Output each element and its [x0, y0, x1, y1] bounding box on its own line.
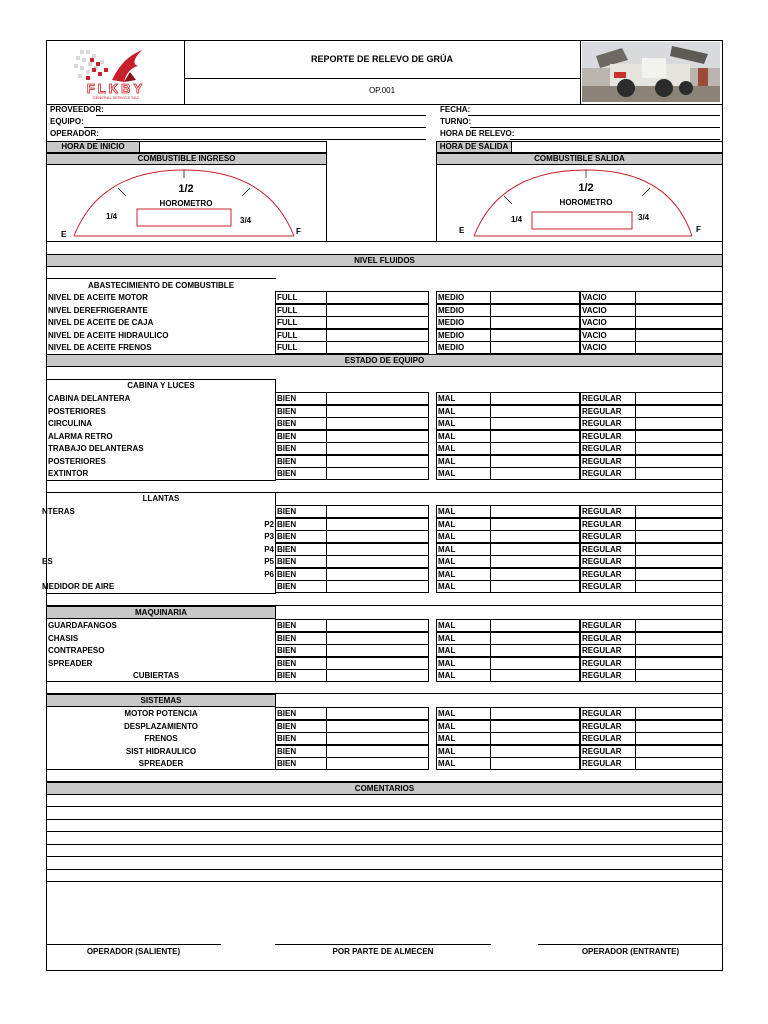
option-text: BIEN: [277, 456, 297, 466]
check-cell[interactable]: [635, 644, 723, 657]
check-cell[interactable]: [635, 505, 723, 518]
gauge-half-ingreso: 1/2: [178, 183, 194, 195]
option-text: REGULAR: [582, 444, 622, 453]
check-cell[interactable]: [635, 757, 723, 770]
option-text: MAL: [438, 646, 456, 655]
abastecimiento-title: ABASTECIMIENTO DE COMBUSTIBLE: [87, 281, 235, 290]
option-text: REGULAR: [582, 394, 622, 403]
option-text: BIEN: [277, 746, 297, 756]
option-text: MAL: [438, 746, 456, 756]
option-text: BIEN: [277, 532, 297, 541]
option-text: MEDIO: [438, 330, 465, 340]
check-cell[interactable]: [490, 669, 580, 682]
maquinaria-title: MAQUINARIA: [135, 608, 187, 617]
gauge-f-salida: F: [696, 225, 701, 234]
check-cell[interactable]: [635, 555, 723, 568]
check-cell[interactable]: [326, 745, 429, 758]
check-cell[interactable]: [326, 580, 429, 593]
option-text: BIEN: [277, 419, 297, 428]
llantas-title: LLANTAS: [142, 494, 180, 503]
option-text: MAL: [438, 544, 456, 554]
check-cell[interactable]: [635, 518, 723, 531]
option-text: BIEN: [277, 469, 297, 478]
check-cell[interactable]: [326, 316, 429, 329]
option-text: MAL: [438, 394, 456, 403]
option-text: BIEN: [277, 709, 297, 718]
check-cell[interactable]: [326, 644, 429, 657]
gauge-f-ingreso: F: [296, 227, 301, 236]
check-cell[interactable]: [635, 304, 723, 317]
check-cell[interactable]: [635, 291, 723, 304]
row-label: NIVEL DE ACEITE FRENOS: [48, 343, 152, 352]
option-text: MAL: [438, 557, 456, 566]
option-text: BIEN: [277, 444, 297, 453]
check-cell[interactable]: [490, 530, 580, 543]
option-text: BIEN: [277, 646, 297, 655]
check-cell[interactable]: [635, 745, 723, 758]
check-cell[interactable]: [490, 555, 580, 568]
option-text: BIEN: [277, 582, 297, 591]
option-text: BIEN: [277, 633, 297, 643]
check-cell[interactable]: [490, 329, 580, 342]
fecha-label: FECHA:: [440, 105, 471, 114]
proveedor-label: PROVEEDOR:: [50, 105, 104, 114]
row-label: NTERAS: [42, 507, 75, 516]
hora-relevo-label: HORA DE RELEVO:: [440, 129, 515, 138]
option-text: REGULAR: [582, 646, 622, 655]
check-cell[interactable]: [490, 757, 580, 770]
check-cell[interactable]: [635, 720, 723, 733]
option-text: VACIO: [582, 293, 607, 302]
option-text: FULL: [277, 343, 298, 352]
hora-salida-field[interactable]: [511, 141, 723, 153]
option-text: BIEN: [277, 569, 297, 579]
row-label: ES: [42, 557, 53, 566]
option-text: BIEN: [277, 621, 297, 630]
row-label: CUBIERTAS: [132, 671, 180, 680]
sistemas-title: SISTEMAS: [140, 696, 182, 705]
option-text: MAL: [438, 532, 456, 541]
check-cell[interactable]: [326, 341, 429, 354]
row-label: SPREADER: [138, 759, 184, 768]
check-cell[interactable]: [635, 669, 723, 682]
hora-inicio-field[interactable]: [139, 141, 327, 153]
cabina-title: CABINA Y LUCES: [127, 381, 195, 390]
firma-almacen: POR PARTE DE ALMECEN: [332, 947, 434, 956]
check-cell[interactable]: [490, 304, 580, 317]
gauge-half-salida: 1/2: [578, 182, 594, 194]
hora-salida-label: HORA DE SALIDA: [439, 142, 509, 151]
option-text: VACIO: [582, 318, 607, 327]
check-cell[interactable]: [326, 442, 429, 455]
option-text: REGULAR: [582, 406, 622, 416]
row-label: POSTERIORES: [48, 456, 106, 466]
check-cell[interactable]: [326, 669, 429, 682]
gauge-e-salida: E: [459, 226, 465, 235]
check-cell[interactable]: [635, 329, 723, 342]
comentarios-title: COMENTARIOS: [354, 784, 415, 793]
option-text: REGULAR: [582, 456, 622, 466]
check-cell[interactable]: [490, 543, 580, 556]
option-text: MAL: [438, 721, 456, 731]
row-label: NIVEL DE ACEITE MOTOR: [48, 293, 148, 302]
check-cell[interactable]: [326, 530, 429, 543]
check-cell[interactable]: [326, 467, 429, 480]
option-text: REGULAR: [582, 671, 622, 680]
row-label: NIVEL DE ACEITE HIDRAULICO: [48, 330, 169, 340]
option-text: FULL: [277, 305, 298, 315]
firma-operador-saliente: OPERADOR (SALIENTE): [86, 947, 181, 956]
option-text: MAL: [438, 658, 456, 668]
check-cell[interactable]: [490, 442, 580, 455]
check-cell[interactable]: [490, 291, 580, 304]
row-label: ALARMA RETRO: [48, 431, 113, 441]
check-cell[interactable]: [635, 467, 723, 480]
option-text: REGULAR: [582, 658, 622, 668]
check-cell[interactable]: [635, 632, 723, 645]
option-text: MAL: [438, 759, 456, 768]
row-label: NIVEL DEREFRIGERANTE: [48, 305, 148, 315]
check-cell[interactable]: [490, 417, 580, 430]
check-cell[interactable]: [635, 657, 723, 670]
option-text: MAL: [438, 444, 456, 453]
check-cell[interactable]: [490, 745, 580, 758]
row-label: CABINA DELANTERA: [48, 394, 131, 403]
option-text: BIEN: [277, 544, 297, 554]
gauge-quarter-salida: 1/4: [511, 215, 523, 224]
option-text: BIEN: [277, 658, 297, 668]
check-cell[interactable]: [635, 316, 723, 329]
check-cell[interactable]: [490, 341, 580, 354]
row-label: TRABAJO DELANTERAS: [48, 444, 144, 453]
tire-position: P3: [264, 532, 274, 541]
check-cell[interactable]: [326, 304, 429, 317]
option-text: REGULAR: [582, 633, 622, 643]
check-cell[interactable]: [326, 505, 429, 518]
option-text: MAL: [438, 431, 456, 441]
option-text: REGULAR: [582, 721, 622, 731]
row-label: CONTRAPESO: [48, 646, 105, 655]
comment-line[interactable]: [46, 869, 723, 870]
option-text: MEDIO: [438, 343, 465, 352]
row-label: MEDIDOR DE AIRE: [42, 582, 115, 591]
tire-position: P2: [264, 519, 274, 529]
report-code: OP.001: [368, 86, 396, 95]
row-label: DESPLAZAMIENTO: [123, 721, 199, 731]
check-cell[interactable]: [635, 732, 723, 745]
check-cell[interactable]: [490, 405, 580, 418]
check-cell[interactable]: [635, 530, 723, 543]
option-text: REGULAR: [582, 431, 622, 441]
option-text: MAL: [438, 519, 456, 529]
option-text: VACIO: [582, 305, 607, 315]
row-label: SIST HIDRAULICO: [125, 746, 197, 756]
option-text: REGULAR: [582, 759, 622, 768]
estado-equipo-title: ESTADO DE EQUIPO: [344, 356, 425, 365]
option-text: MAL: [438, 633, 456, 643]
gauge-e-ingreso: E: [61, 230, 67, 239]
check-cell[interactable]: [326, 430, 429, 443]
option-text: REGULAR: [582, 469, 622, 478]
check-cell[interactable]: [326, 720, 429, 733]
comment-line[interactable]: [46, 819, 723, 820]
check-cell[interactable]: [635, 430, 723, 443]
company-logo: [50, 44, 182, 100]
option-text: REGULAR: [582, 734, 622, 743]
check-cell[interactable]: [635, 619, 723, 632]
check-cell[interactable]: [635, 580, 723, 593]
option-text: BIEN: [277, 721, 297, 731]
check-cell[interactable]: [635, 341, 723, 354]
option-text: BIEN: [277, 519, 297, 529]
check-cell[interactable]: [490, 644, 580, 657]
check-cell[interactable]: [635, 543, 723, 556]
hora-inicio-label: HORA DE INICIO: [61, 142, 125, 151]
check-cell[interactable]: [635, 707, 723, 720]
check-cell[interactable]: [326, 732, 429, 745]
check-cell[interactable]: [490, 467, 580, 480]
check-cell[interactable]: [490, 632, 580, 645]
row-label: FRENOS: [144, 734, 178, 743]
check-cell[interactable]: [326, 291, 429, 304]
check-cell[interactable]: [635, 442, 723, 455]
option-text: BIEN: [277, 759, 297, 768]
option-text: REGULAR: [582, 507, 622, 516]
comment-line[interactable]: [46, 844, 723, 845]
check-cell[interactable]: [490, 518, 580, 531]
check-cell[interactable]: [635, 455, 723, 468]
option-text: REGULAR: [582, 519, 622, 529]
option-text: REGULAR: [582, 569, 622, 579]
option-text: BIEN: [277, 557, 297, 566]
row-label: CIRCULINA: [48, 419, 92, 428]
gauge-quarter-ingreso: 1/4: [106, 212, 118, 221]
option-text: MEDIO: [438, 305, 465, 315]
option-text: BIEN: [277, 734, 297, 743]
check-cell[interactable]: [326, 568, 429, 581]
check-cell[interactable]: [326, 392, 429, 405]
option-text: MAL: [438, 671, 456, 680]
check-cell[interactable]: [490, 720, 580, 733]
option-text: MAL: [438, 582, 456, 591]
turno-label: TURNO:: [440, 117, 472, 126]
option-text: MAL: [438, 734, 456, 743]
option-text: REGULAR: [582, 532, 622, 541]
check-cell[interactable]: [326, 329, 429, 342]
crane-photo: [582, 42, 720, 102]
check-cell[interactable]: [326, 657, 429, 670]
check-cell[interactable]: [490, 568, 580, 581]
option-text: FULL: [277, 318, 298, 327]
comment-line[interactable]: [46, 856, 723, 857]
check-cell[interactable]: [490, 430, 580, 443]
option-text: FULL: [277, 330, 298, 340]
tire-position: P6: [264, 569, 274, 579]
row-label: MOTOR POTENCIA: [124, 709, 198, 718]
option-text: BIEN: [277, 431, 297, 441]
operador-label: OPERADOR:: [50, 129, 99, 138]
option-text: MAL: [438, 569, 456, 579]
check-cell[interactable]: [326, 707, 429, 720]
option-text: FULL: [277, 293, 298, 302]
gauge-horometro-ingreso: HOROMETRO: [159, 199, 213, 208]
row-label: POSTERIORES: [48, 406, 106, 416]
comment-line[interactable]: [46, 831, 723, 832]
svg-text:GENERAL SERVICE SAC: GENERAL SERVICE SAC: [92, 95, 140, 100]
comb-salida-label: COMBUSTIBLE SALIDA: [534, 154, 625, 163]
comb-ingreso-label: COMBUSTIBLE INGRESO: [137, 154, 236, 163]
check-cell[interactable]: [490, 316, 580, 329]
row-label: EXTINTOR: [48, 469, 89, 478]
gauge-3q-ingreso: 3/4: [240, 216, 252, 225]
tire-position: P5: [264, 557, 274, 566]
svg-text:FLKBY: FLKBY: [86, 81, 146, 96]
check-cell[interactable]: [490, 455, 580, 468]
tire-position: P4: [264, 544, 274, 554]
row-label: CHASIS: [48, 633, 79, 643]
check-cell[interactable]: [635, 392, 723, 405]
check-cell[interactable]: [635, 405, 723, 418]
row-label: SPREADER: [48, 658, 93, 668]
option-text: VACIO: [582, 330, 607, 340]
option-text: BIEN: [277, 507, 297, 516]
check-cell[interactable]: [490, 657, 580, 670]
option-text: MAL: [438, 419, 456, 428]
option-text: BIEN: [277, 394, 297, 403]
check-cell[interactable]: [326, 417, 429, 430]
option-text: MEDIO: [438, 293, 465, 302]
equipo-label: EQUIPO:: [50, 117, 84, 126]
option-text: VACIO: [582, 343, 607, 352]
comment-line[interactable]: [46, 806, 723, 807]
check-cell[interactable]: [490, 707, 580, 720]
option-text: REGULAR: [582, 544, 622, 554]
gauge-3q-salida: 3/4: [638, 213, 650, 222]
check-cell[interactable]: [490, 580, 580, 593]
gauge-horometro-salida: HOROMETRO: [559, 198, 613, 207]
option-text: MEDIO: [438, 318, 465, 327]
option-text: REGULAR: [582, 621, 622, 630]
check-cell[interactable]: [490, 392, 580, 405]
option-text: REGULAR: [582, 709, 622, 718]
check-cell[interactable]: [326, 555, 429, 568]
option-text: MAL: [438, 456, 456, 466]
check-cell[interactable]: [326, 757, 429, 770]
option-text: REGULAR: [582, 746, 622, 756]
option-text: REGULAR: [582, 557, 622, 566]
check-cell[interactable]: [326, 405, 429, 418]
comment-line[interactable]: [46, 881, 723, 882]
check-cell[interactable]: [326, 543, 429, 556]
check-cell[interactable]: [490, 505, 580, 518]
option-text: BIEN: [277, 671, 297, 680]
check-cell[interactable]: [490, 619, 580, 632]
option-text: BIEN: [277, 406, 297, 416]
option-text: MAL: [438, 406, 456, 416]
option-text: MAL: [438, 621, 456, 630]
option-text: MAL: [438, 507, 456, 516]
check-cell[interactable]: [326, 518, 429, 531]
check-cell[interactable]: [635, 568, 723, 581]
check-cell[interactable]: [326, 619, 429, 632]
nivel-fluidos-title: NIVEL FLUIDOS: [354, 256, 415, 265]
option-text: REGULAR: [582, 419, 622, 428]
row-label: NIVEL DE ACEITE DE CAJA: [48, 318, 154, 327]
check-cell[interactable]: [326, 632, 429, 645]
option-text: REGULAR: [582, 582, 622, 591]
firma-operador-entrante: OPERADOR (ENTRANTE): [581, 947, 680, 956]
check-cell[interactable]: [326, 455, 429, 468]
option-text: MAL: [438, 709, 456, 718]
check-cell[interactable]: [635, 417, 723, 430]
check-cell[interactable]: [490, 732, 580, 745]
option-text: MAL: [438, 469, 456, 478]
row-label: GUARDAFANGOS: [48, 621, 117, 630]
report-title: REPORTE DE RELEVO DE GRÚA: [310, 54, 454, 64]
